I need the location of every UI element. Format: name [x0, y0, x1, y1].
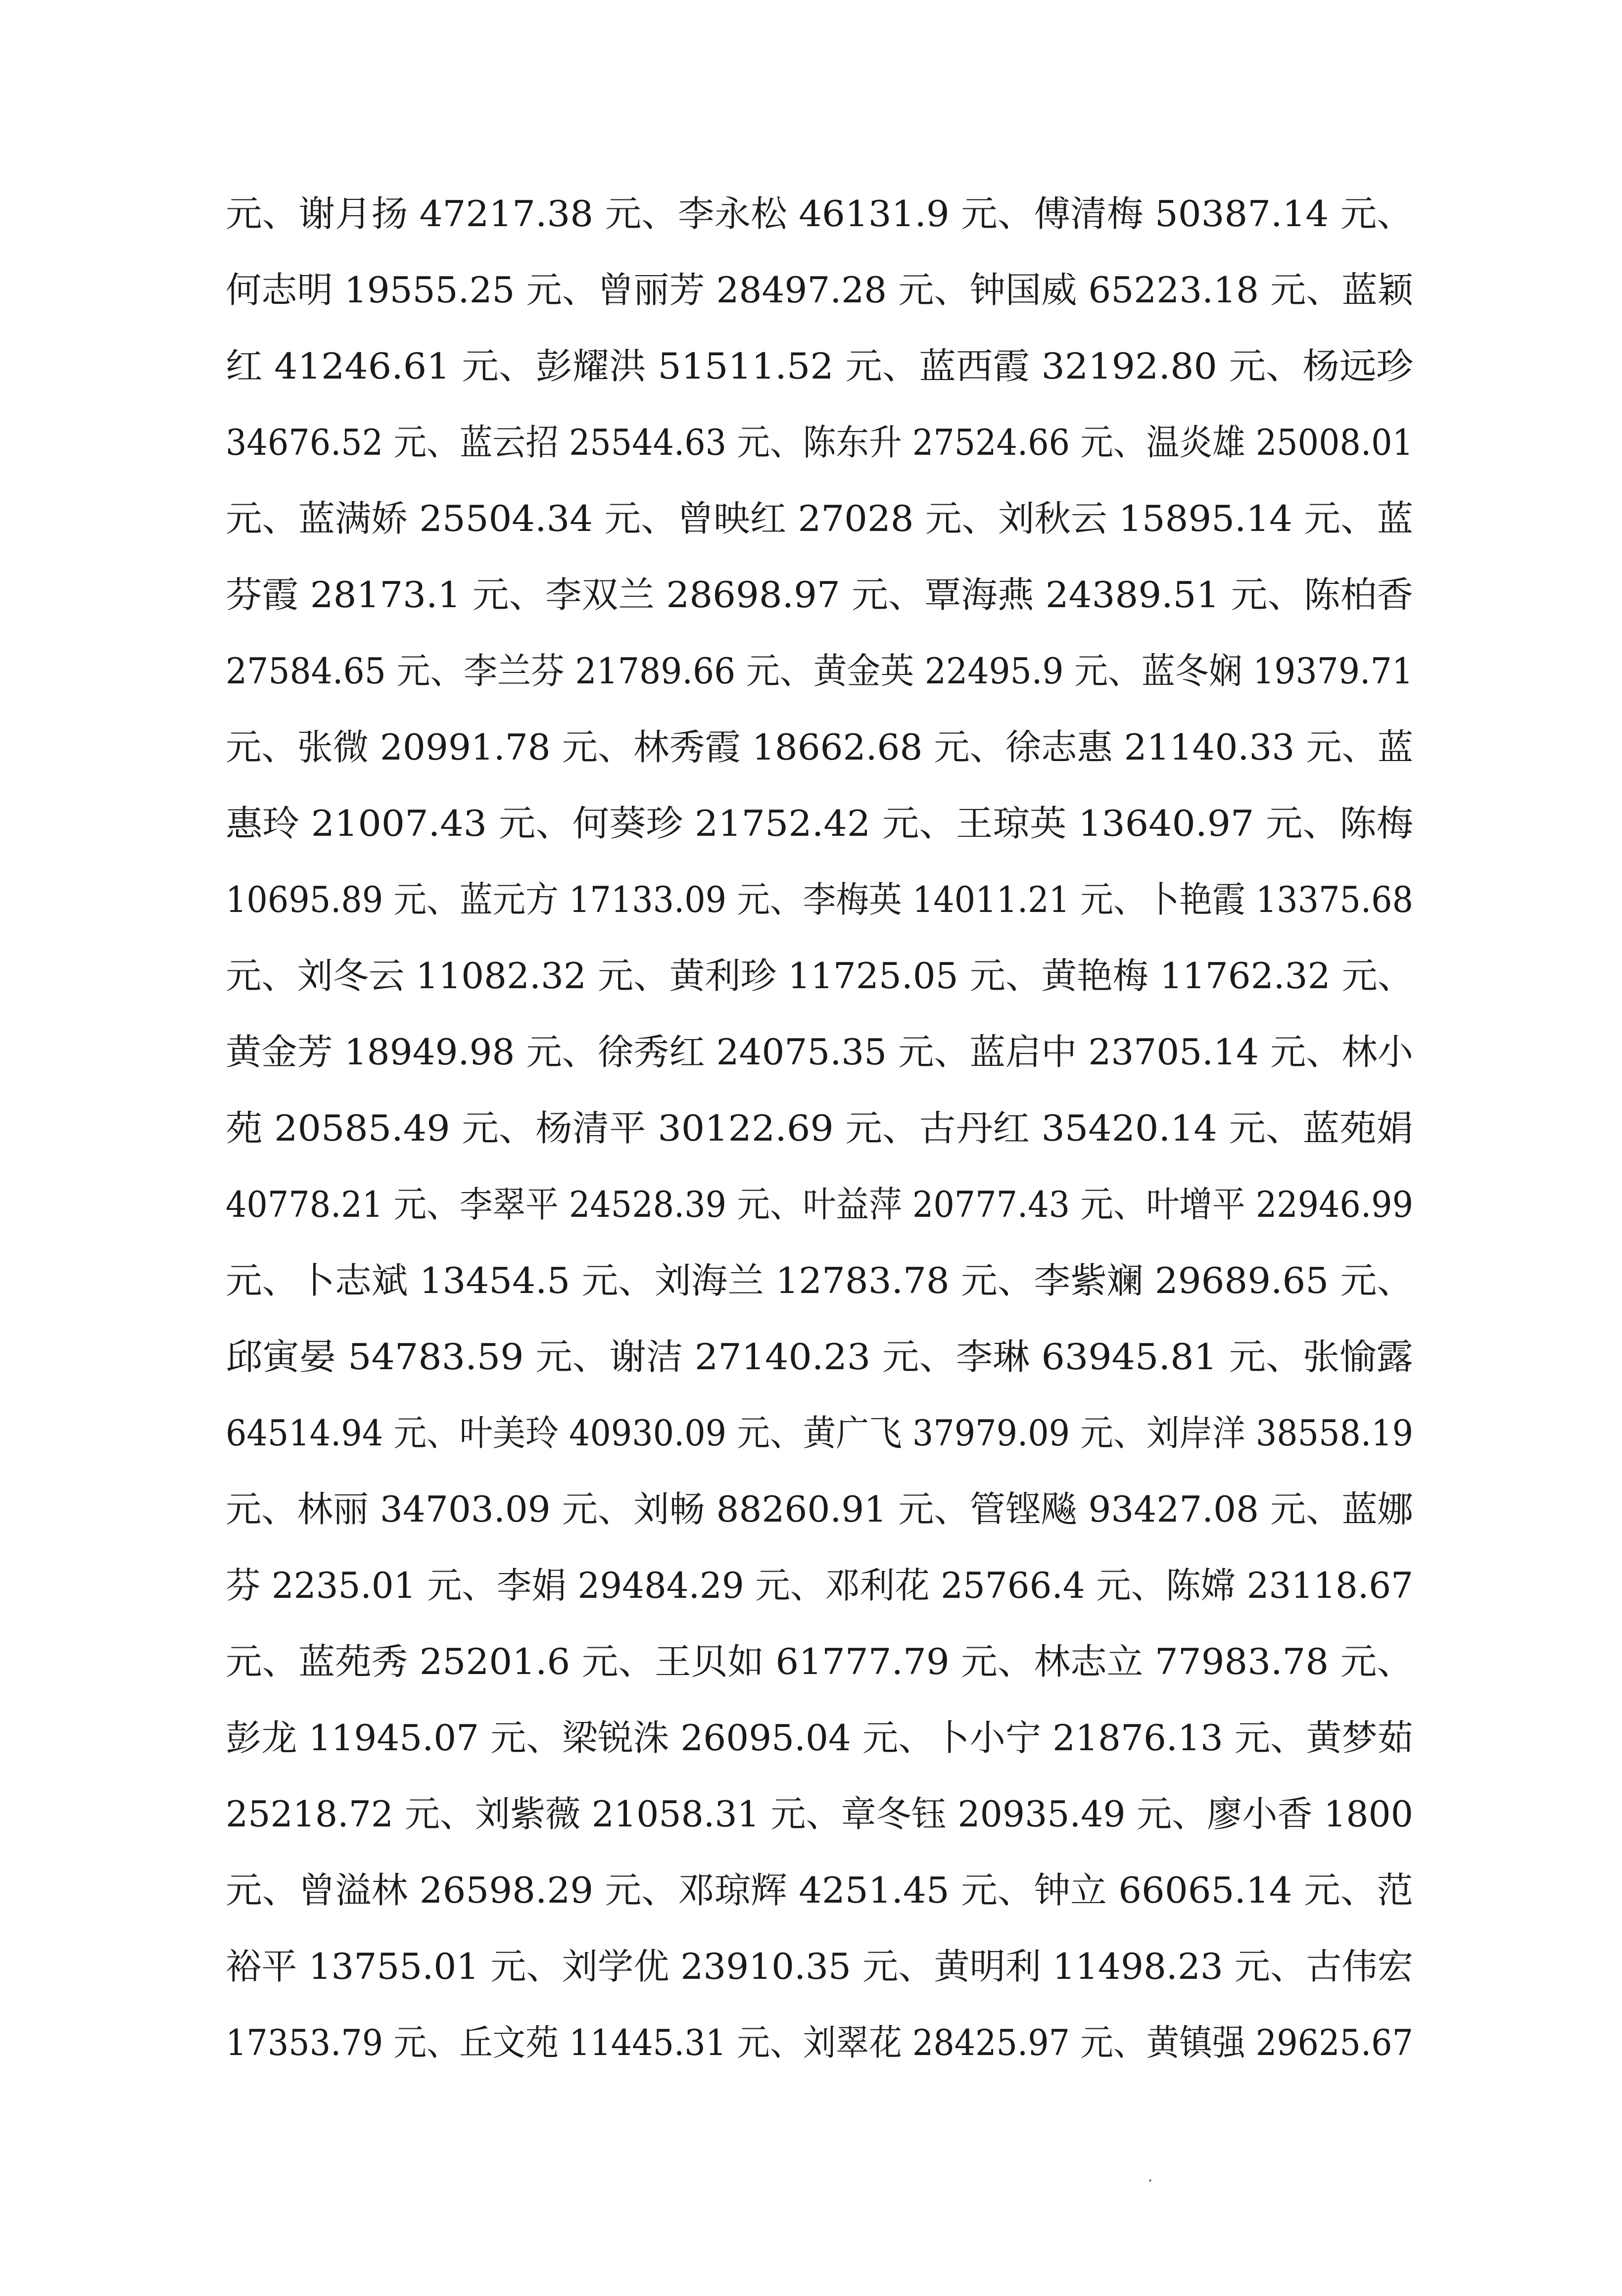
- text-line-content: 40778.21 元、李翠平 24528.39 元、叶益萍 20777.43 元、叶增平 22946.99: [226, 1184, 1413, 1225]
- text-line: [226, 1700, 1413, 1776]
- text-line-content: 芬 2235.01 元、李娟 29484.29 元、邓利花 25766.4 元、陈嫦 23118.67: [226, 1565, 1413, 1606]
- text-line: [226, 1395, 1413, 1471]
- text-line: [226, 1624, 1413, 1700]
- text-line: [226, 1319, 1413, 1395]
- text-line-content: 27584.65 元、李兰芬 21789.66 元、黄金英 22495.9 元、蓝冬娴 19379.71: [226, 650, 1413, 692]
- text-line: [226, 1014, 1413, 1090]
- text-line-content: 10695.89 元、蓝元方 17133.09 元、李梅英 14011.21 元、卜艳霞 13375.68: [226, 879, 1413, 920]
- text-line: [226, 404, 1413, 480]
- text-line-content: 元、卜志斌 13454.5 元、刘海兰 12783.78 元、李紫斓 29689.65 元、: [226, 1260, 1413, 1301]
- text-line-content: 裕平 13755.01 元、刘学优 23910.35 元、黄明利 11498.23 元、古伟宏: [226, 1946, 1414, 1987]
- text-line: [226, 2005, 1413, 2081]
- text-line: [226, 633, 1413, 709]
- text-line-content: 黄金芳 18949.98 元、徐秀红 24075.35 元、蓝启中 23705.14 元、林小: [226, 1031, 1414, 1073]
- text-line-content: 34676.52 元、蓝云招 25544.63 元、陈东升 27524.66 元、温炎雄 25008.01: [226, 422, 1413, 463]
- text-line: [226, 1090, 1413, 1166]
- text-line: [226, 1928, 1413, 2005]
- text-line-content: 何志明 19555.25 元、曾丽芳 28497.28 元、钟国威 65223.18 元、蓝颖: [226, 269, 1414, 311]
- text-line-content: 彭龙 11945.07 元、梁锐洙 26095.04 元、卜小宁 21876.13 元、黄梦茹: [226, 1717, 1414, 1759]
- text-line-content: 元、蓝苑秀 25201.6 元、王贝如 61777.79 元、林志立 77983.78 元、: [226, 1641, 1413, 1682]
- text-line: [226, 252, 1413, 328]
- text-line-content: 64514.94 元、叶美玲 40930.09 元、黄广飞 37979.09 元、刘岸洋 38558.19: [226, 1412, 1413, 1454]
- text-line-content: 邱寅晏 54783.59 元、谢洁 27140.23 元、李琳 63945.81 元、张愉露: [226, 1336, 1413, 1378]
- text-line: [226, 861, 1413, 938]
- text-line: [226, 328, 1413, 404]
- text-line: [226, 1547, 1413, 1624]
- text-line-content: 苑 20585.49 元、杨清平 30122.69 元、古丹红 35420.14 元、蓝苑娟: [226, 1107, 1413, 1149]
- text-line: [226, 709, 1413, 785]
- text-line-content: 元、蓝满娇 25504.34 元、曾映红 27028 元、刘秋云 15895.14 元、蓝: [226, 498, 1413, 539]
- text-line: [226, 557, 1413, 633]
- text-line: [226, 176, 1413, 252]
- text-line: [226, 938, 1413, 1014]
- text-line-content: 25218.72 元、刘紫薇 21058.31 元、章冬钰 20935.49 元、廖小香 1800: [226, 1793, 1413, 1835]
- text-line: [226, 480, 1413, 557]
- text-line-content: 惠玲 21007.43 元、何葵珍 21752.42 元、王琼英 13640.97 元、陈梅: [226, 803, 1413, 844]
- text-line-content: 元、张微 20991.78 元、林秀霞 18662.68 元、徐志惠 21140.33 元、蓝: [226, 726, 1414, 768]
- scan-speck: [1149, 2179, 1151, 2182]
- text-line: [226, 1166, 1413, 1243]
- text-line-content: 元、刘冬云 11082.32 元、黄利珍 11725.05 元、黄艳梅 11762.32 元、: [226, 955, 1414, 997]
- text-line: [226, 1776, 1413, 1852]
- text-line-content: 红 41246.61 元、彭耀洪 51511.52 元、蓝西霞 32192.80 元、杨远珍: [226, 345, 1413, 387]
- text-line-content: 元、林丽 34703.09 元、刘畅 88260.91 元、管铿飚 93427.08 元、蓝娜: [226, 1488, 1414, 1530]
- text-line-content: 17353.79 元、丘文苑 11445.31 元、刘翠花 28425.97 元、黄镇强 29625.67: [226, 2022, 1413, 2063]
- text-line: [226, 1243, 1413, 1319]
- text-line: [226, 1471, 1413, 1547]
- text-line-content: 元、谢月扬 47217.38 元、李永松 46131.9 元、傅清梅 50387.14 元、: [226, 193, 1413, 235]
- text-line-content: 元、曾溢林 26598.29 元、邓琼辉 4251.45 元、钟立 66065.14 元、范: [226, 1869, 1413, 1911]
- text-line-content: 芬霞 28173.1 元、李双兰 28698.97 元、覃海燕 24389.51 元、陈柏香: [226, 574, 1413, 616]
- text-line: [226, 785, 1413, 861]
- text-line: [226, 1852, 1413, 1928]
- body-text: [226, 176, 1413, 2081]
